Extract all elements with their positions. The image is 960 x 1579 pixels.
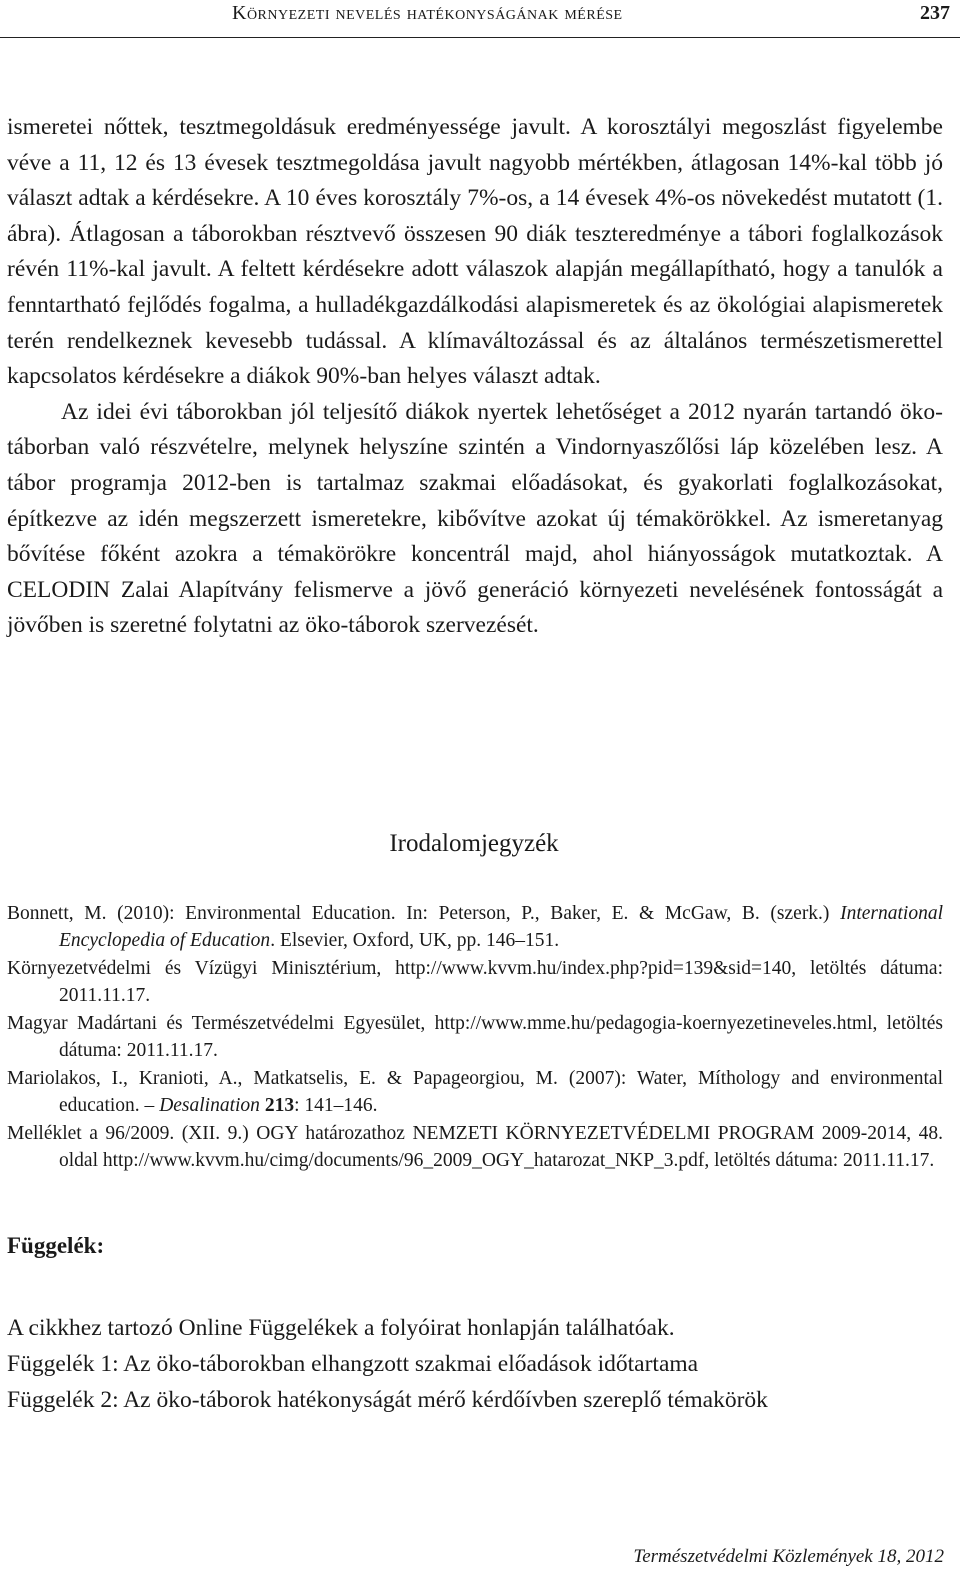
page-header <box>0 0 960 38</box>
appendix-line: A cikkhez tartozó Online Függelékek a folyóirat honlapján találhatóak. <box>7 1315 675 1341</box>
reference-volume: 213 <box>264 1095 295 1117</box>
appendix-line: Függelék 1: Az öko-táborokban elhangzott szakmai előadások időtartama <box>7 1351 699 1377</box>
appendix-list <box>7 1310 947 1418</box>
reference-item: Magyar Madártani és Természetvédelmi Egyesület, http://www.mme.hu/pedagogia-koernyezetineveles.html, letöltés dátuma: 2011.11.17. <box>7 1013 943 1062</box>
reference-item: Melléklet a 96/2009. (XII. 9.) OGY határozathoz NEMZETI KÖRNYEZETVÉDELMI PROGRAM 2009-2014, 48. oldal http://www.kvvm.hu/cimg/documents/96_2009_OGY_hatarozat_NKP_3.pdf, letöltés dátuma: 2011.11.17. <box>7 1123 943 1172</box>
appendix-line: Függelék 2: Az öko-táborok hatékonyságát mérő kérdőívben szereplő témakörök <box>7 1387 768 1413</box>
appendix-title: Függelék: <box>7 1233 105 1258</box>
reference-item: Környezetvédelmi és Vízügyi Minisztérium, http://www.kvvm.hu/index.php?pid=139&sid=140, letöltés dátuma: 2011.11.17. <box>7 958 943 1007</box>
page-number: 237 <box>920 2 950 24</box>
reference-item: Bonnett, M. (2010): Environmental Education. In: Peterson, P., Baker, E. & McGaw, B. (szerk.) International Encyclopedia of Education. Elsevier, Oxford, UK, pp. 146–151. <box>7 903 943 952</box>
reference-list <box>7 900 943 1175</box>
paragraph-next-camp: Az idei évi táborokban jól teljesítő diákok nyertek lehetőséget a 2012 nyarán tartandó öko-táborban való részvételre, melynek helyszíne szintén a Vindornyaszőlősi láp közelében lesz. A tábor programja 2012-ben is tartalmaz szakmai előadásokat, és gyakorlati foglalkozásokat, építkezve az idén megszerzett ismeretekre, kibővítve azokat új témakörökkel. Az ismeretanyag bővítése főként azokra a témakörökre koncentrál majd, ahol hiányosságok mutatkoztak. A CELODIN Zalai Alapítvány felismerve a jövő generáció környezeti nevelésének fontosságát a jövőben is szeretné folytatni az öko-táborok szervezését. <box>7 398 943 639</box>
references-title: Irodalomjegyzék <box>389 830 559 857</box>
journal-footer: Természetvédelmi Közlemények 18, 2012 <box>633 1546 944 1567</box>
paragraph-results: ismeretei nőttek, tesztmegoldásuk eredményessége javult. A korosztályi megoszlást figyelembe véve a 11, 12 és 13 évesek tesztmegoldása javult nagyobb mértékben, átlagosan 14%-kal több jó választ adtak a kérdésekre. A 10 éves korosztály 7%-os, a 14 évesek 4%-os növekedést mutatott (1. ábra). Átlagosan a táborokban résztvevő összesen 90 diák teszteredménye a tábori foglalkozások révén 11%-kal javult. A feltett kérdésekre adott válaszok alapján megállapítható, hogy a tanulók a fenntartható fejlődés fogalma, a hulladékgazdálkodási alapismeretek és az ökológiai alapismeretek terén rendelkeznek kevesebb tudással. A klímaváltozással és az általános természetismerettel kapcsolatos kérdésekre a diákok 90%-ban helyes választ adtak. <box>7 114 943 390</box>
body-text <box>7 110 943 644</box>
running-title: Környezeti nevelés hatékonyságának mérése <box>232 2 623 24</box>
reference-source: Desalination <box>159 1095 260 1117</box>
reference-source: International Encyclopedia of Education <box>59 903 943 952</box>
reference-item: Mariolakos, I., Kranioti, A., Matkatselis, E. & Papageorgiou, M. (2007): Water, Míthology and environmental education. – Desalination 213: 141–146. <box>7 1068 943 1117</box>
